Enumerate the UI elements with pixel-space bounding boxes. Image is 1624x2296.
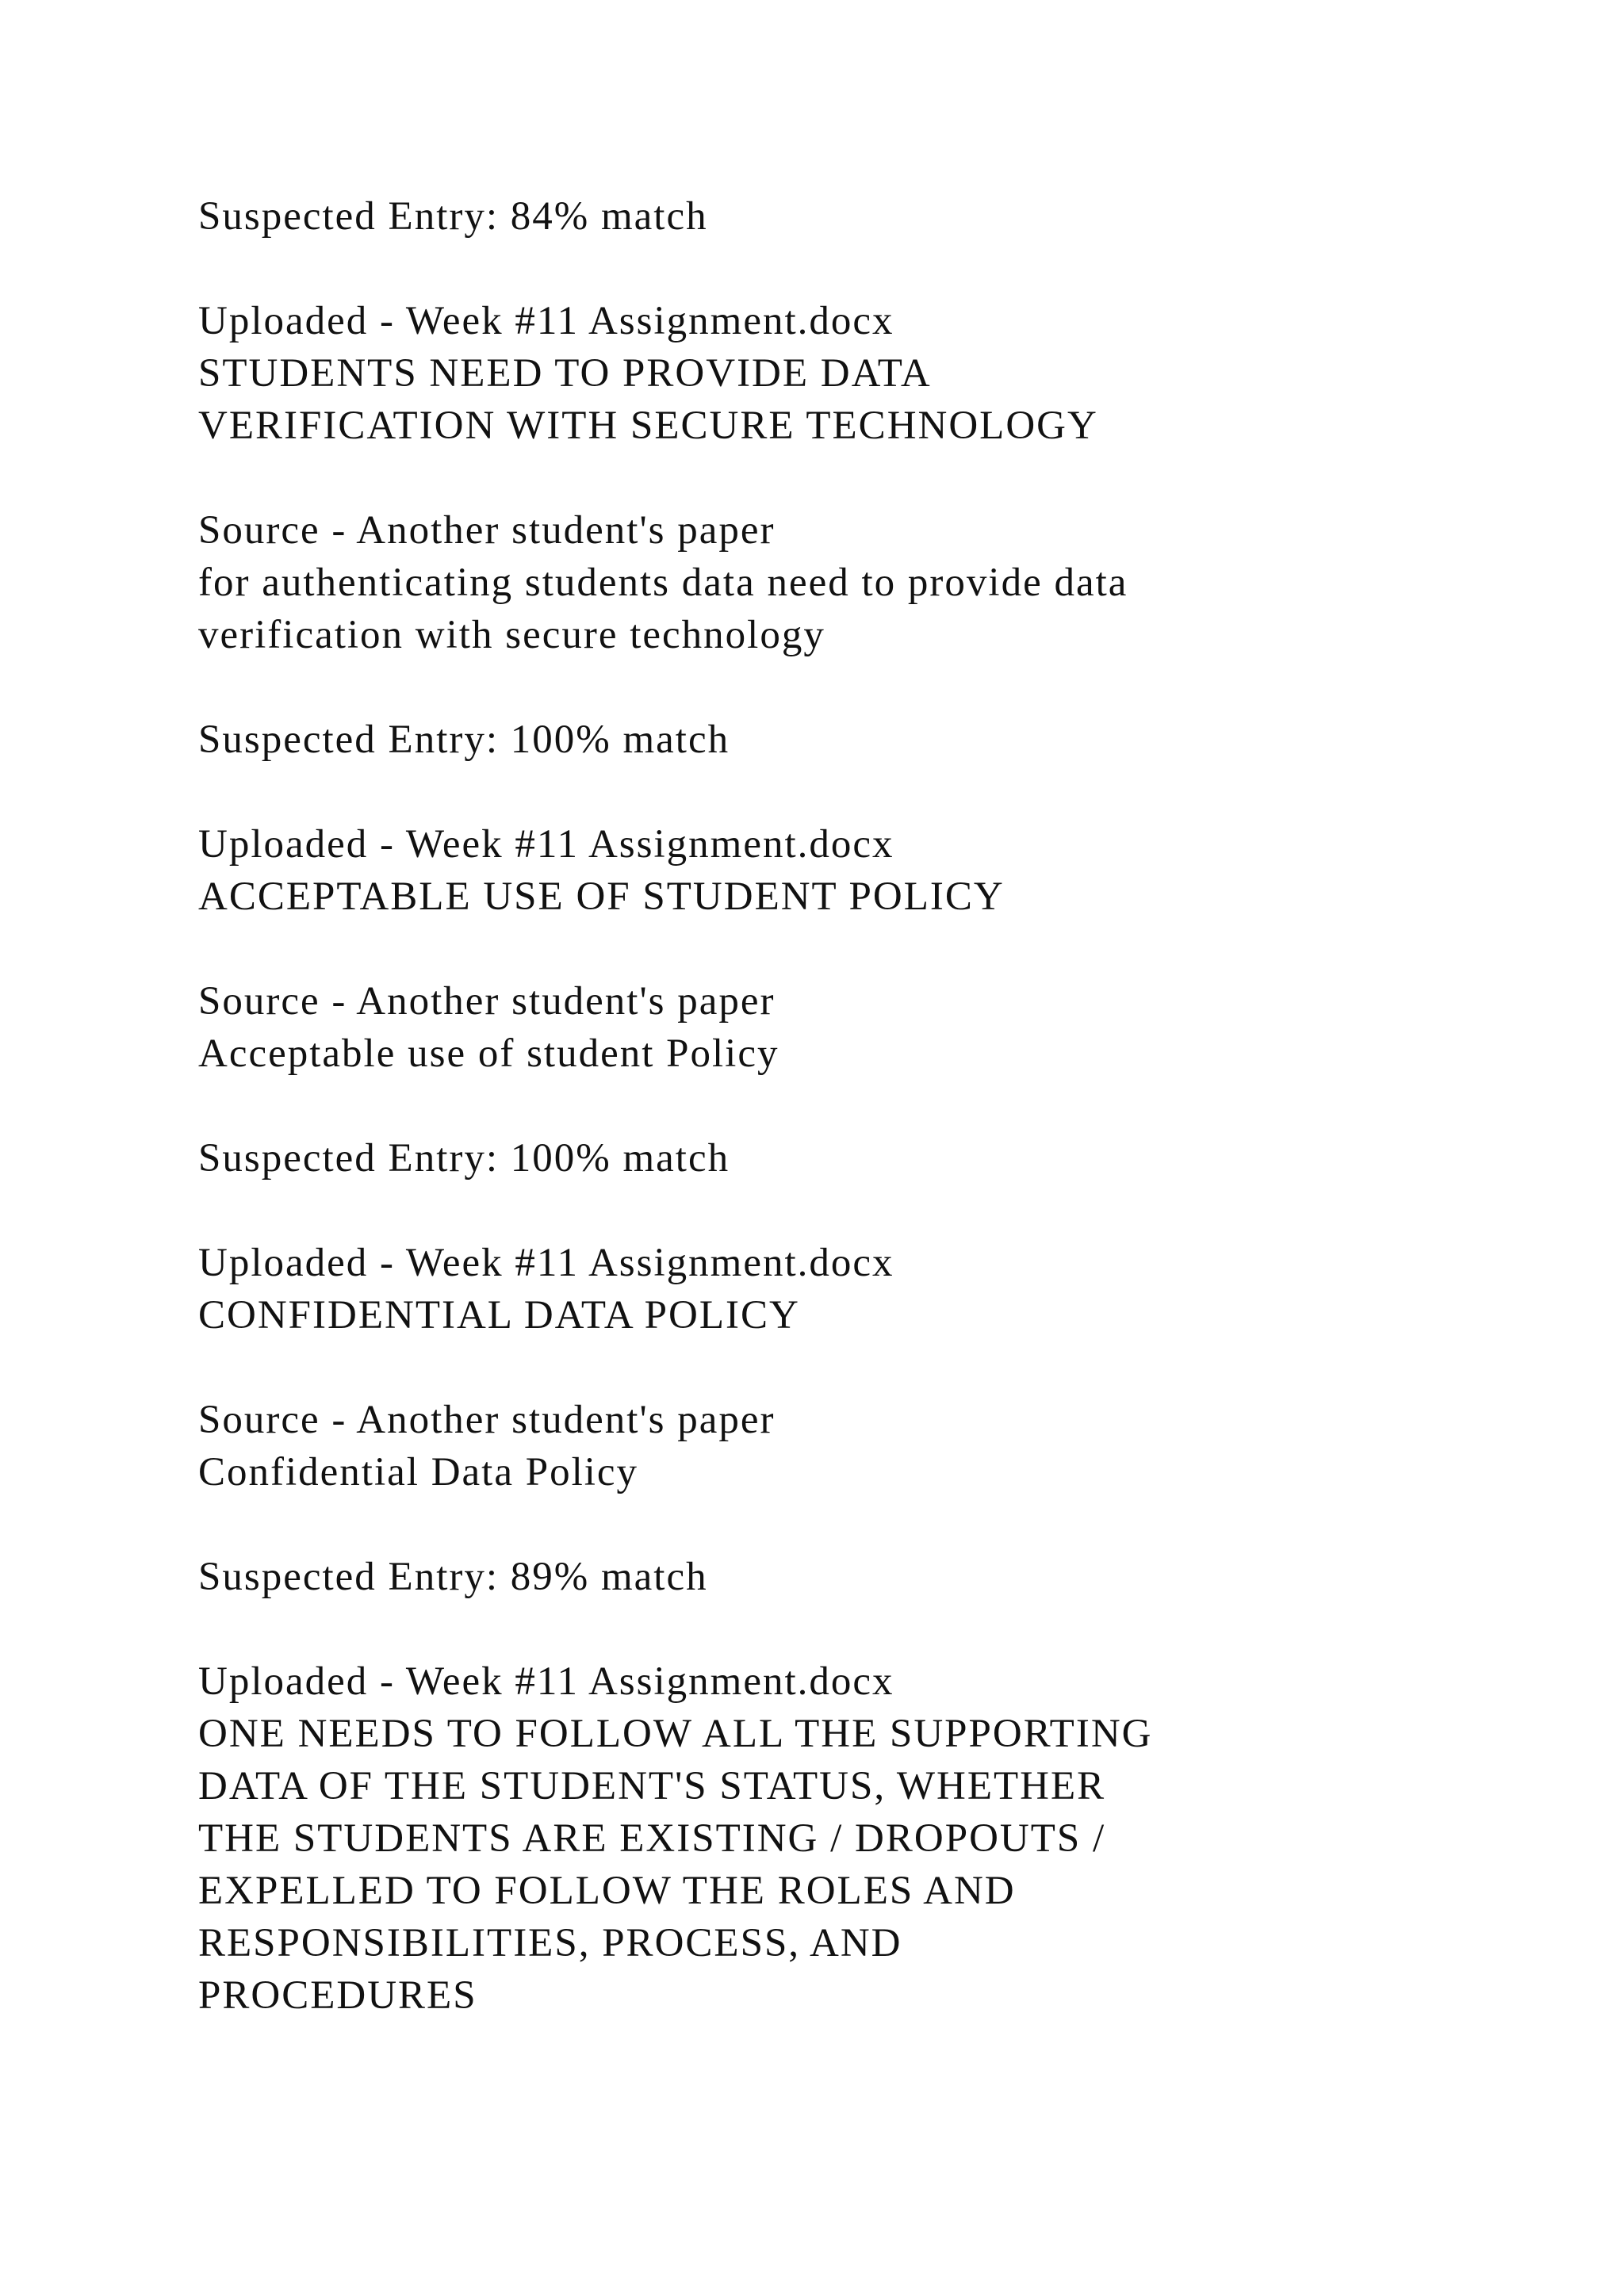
source-label: Source - Another student's paper — [198, 1398, 776, 1442]
uploaded-file-label: Uploaded - Week #11 Assignment.docx — [198, 299, 894, 343]
uploaded-file-label: Uploaded - Week #11 Assignment.docx — [198, 1659, 894, 1704]
uploaded-text-line: THE STUDENTS ARE EXISTING / DROPOUTS / — [198, 1816, 1106, 1861]
spacer — [198, 1184, 1507, 1237]
uploaded-file-label: Uploaded - Week #11 Assignment.docx — [198, 1241, 894, 1285]
spacer — [198, 766, 1507, 818]
spacer — [198, 923, 1507, 975]
uploaded-text-line: DATA OF THE STUDENT'S STATUS, WHETHER — [198, 1764, 1106, 1808]
spacer — [198, 243, 1507, 295]
suspected-entry-match: Suspected Entry: 89% match — [198, 1555, 708, 1599]
uploaded-text-line: EXPELLED TO FOLLOW THE ROLES AND — [198, 1869, 1016, 1913]
source-text-line: Confidential Data Policy — [198, 1450, 639, 1494]
spacer — [198, 1341, 1507, 1394]
uploaded-text-line: ACCEPTABLE USE OF STUDENT POLICY — [198, 874, 1005, 919]
source-text-line: verification with secure technology — [198, 613, 825, 657]
suspected-entry-match: Suspected Entry: 84% match — [198, 194, 708, 239]
spacer — [198, 661, 1507, 714]
spacer — [198, 452, 1507, 504]
uploaded-text-line: PROCEDURES — [198, 1973, 477, 2018]
suspected-entry-match: Suspected Entry: 100% match — [198, 1136, 730, 1181]
uploaded-text-line: RESPONSIBILITIES, PROCESS, AND — [198, 1921, 902, 1965]
spacer — [198, 1603, 1507, 1655]
uploaded-text-line: CONFIDENTIAL DATA POLICY — [198, 1293, 800, 1337]
uploaded-text-line: STUDENTS NEED TO PROVIDE DATA — [198, 351, 932, 396]
spacer — [198, 1080, 1507, 1132]
uploaded-text-line: VERIFICATION WITH SECURE TECHNOLOGY — [198, 404, 1098, 448]
spacer — [198, 1498, 1507, 1551]
source-label: Source - Another student's paper — [198, 508, 776, 553]
uploaded-file-label: Uploaded - Week #11 Assignment.docx — [198, 822, 894, 867]
source-label: Source - Another student's paper — [198, 979, 776, 1024]
uploaded-text-line: ONE NEEDS TO FOLLOW ALL THE SUPPORTING — [198, 1712, 1153, 1756]
source-text-line: Acceptable use of student Policy — [198, 1031, 779, 1076]
document-page — [198, 190, 1507, 2022]
suspected-entry-match: Suspected Entry: 100% match — [198, 718, 730, 762]
source-text-line: for authenticating students data need to provide data — [198, 561, 1128, 605]
